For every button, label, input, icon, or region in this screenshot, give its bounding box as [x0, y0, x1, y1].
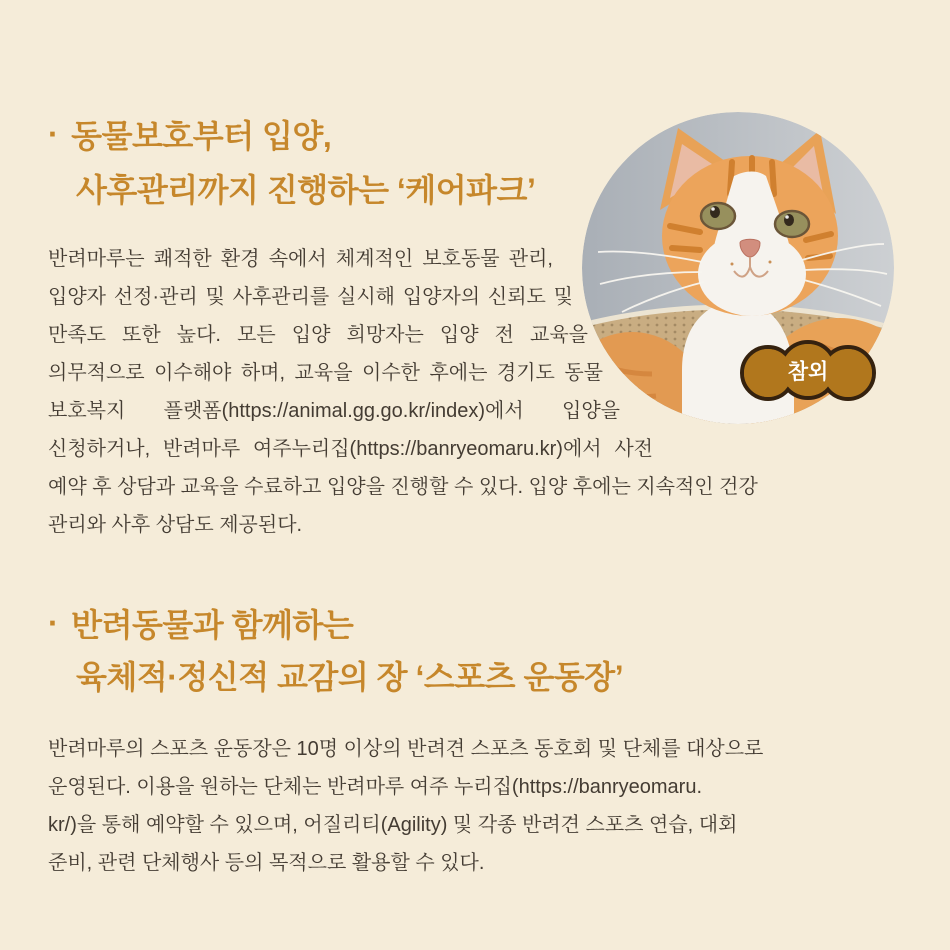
section1-title-text1: 동물보호부터 입양, [71, 118, 332, 154]
section2-title-text2: 육체적·정신적 교감의 장 ‘스포츠 운동장’ [76, 659, 624, 695]
cat-name-badge [738, 340, 878, 402]
section1-paragraph [48, 240, 758, 544]
section2-heading-line1 [48, 603, 353, 647]
paragraph-line: 예약 후 상담과 교육을 수료하고 입양을 진행할 수 있다. 입양 후에는 지속적인 건강 [48, 476, 758, 498]
paragraph-line: 의무적으로 이수해야 하며, 교육을 이수한 후에는 경기도 동물 [48, 362, 603, 384]
paragraph-line: 준비, 관련 단체행사 등의 목적으로 활용할 수 있다. [48, 852, 485, 874]
section2-paragraph [48, 730, 908, 882]
paragraph-line: 만족도 또한 높다. 모든 입양 희망자는 입양 전 교육을 [48, 324, 588, 346]
paragraph-line: 반려마루는 쾌적한 환경 속에서 체계적인 보호동물 관리, [48, 248, 553, 270]
section2-heading-line2 [76, 655, 623, 699]
section1-heading-line2 [76, 168, 535, 212]
section2-title-text1: 반려동물과 함께하는 [71, 607, 354, 643]
paragraph-line: 입양자 선정·관리 및 사후관리를 실시해 입양자의 신뢰도 및 [48, 286, 573, 308]
paragraph-line: 운영된다. 이용을 원하는 단체는 반려마루 여주 누리집(https://banryeomaru. [48, 776, 703, 798]
paragraph-line: 신청하거나, 반려마루 여주누리집(https://banryeomaru.kr)에서 사전 [48, 438, 653, 460]
bullet-icon: · [48, 116, 59, 152]
section1-title-text2: 사후관리까지 진행하는 ‘케어파크’ [76, 172, 536, 208]
section1-heading-line1 [48, 114, 331, 158]
bullet-icon: · [48, 605, 59, 641]
paragraph-line: kr/)을 통해 예약할 수 있으며, 어질리티(Agility) 및 각종 반려견 스포츠 연습, 대회 [48, 814, 738, 836]
badge-label: 참외 [787, 360, 829, 384]
paragraph-line: 관리와 사후 상담도 제공된다. [48, 514, 303, 536]
paragraph-line: 보호복지 플랫폼(https://animal.gg.go.kr/index)에서 입양을 [48, 400, 620, 422]
paragraph-line: 반려마루의 스포츠 운동장은 10명 이상의 반려견 스포츠 동호회 및 단체를 대상으로 [48, 738, 764, 760]
